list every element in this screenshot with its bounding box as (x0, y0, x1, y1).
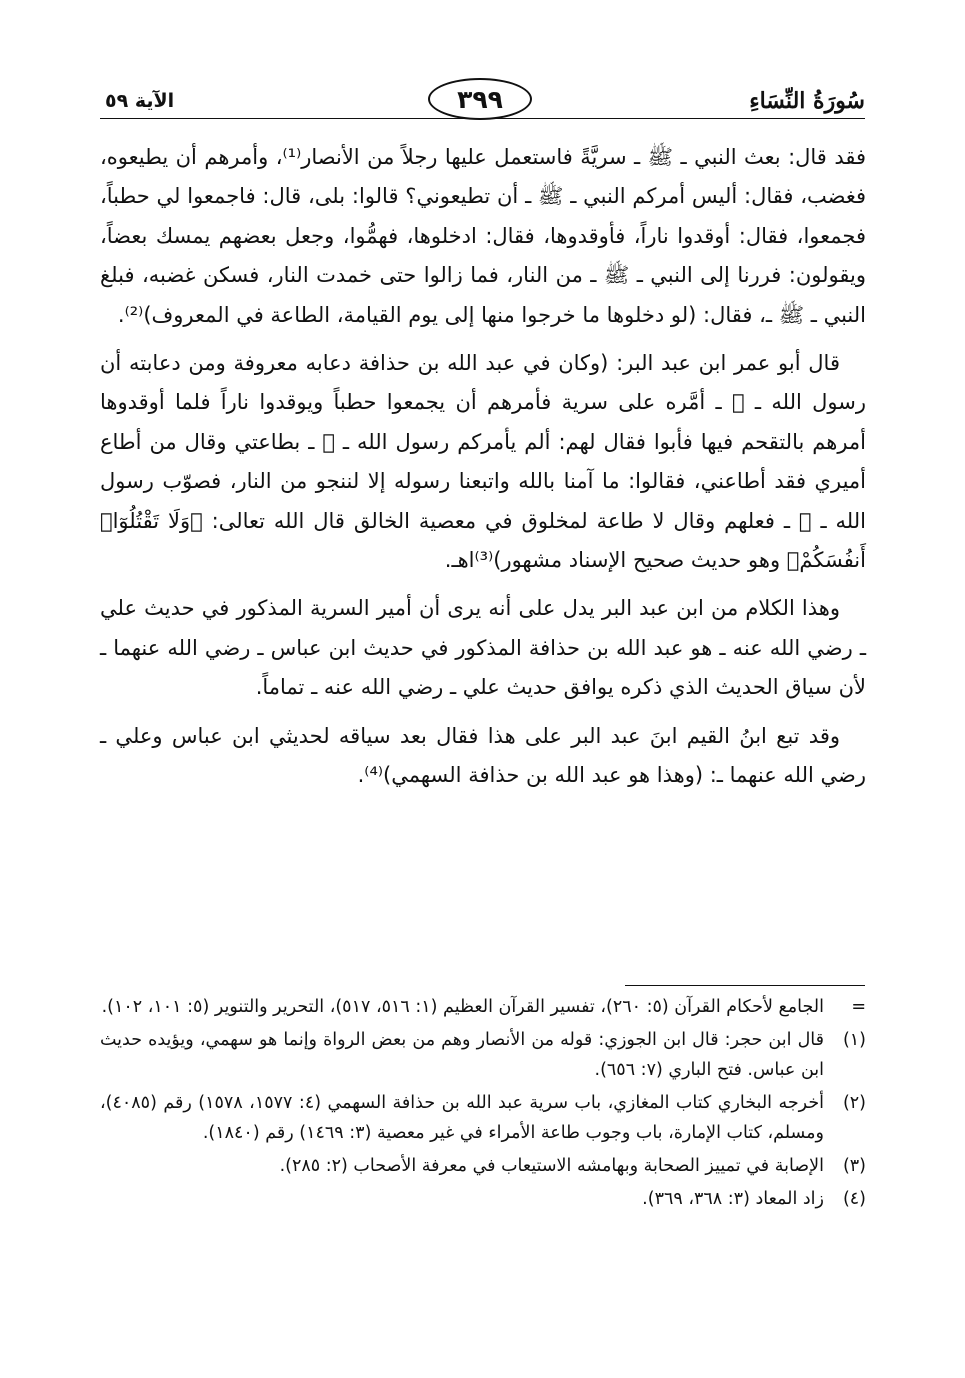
footnote-text: أخرجه البخاري كتاب المغازي، باب سرية عبد الله بن حذافة السهمي (٤: ١٥٧٧، ١٥٧٨) رقم (٤٠٨٥)، ومسلم، كتاب الإمارة، باب وجوب طاعة الأمراء في غير معصية (٣: ١٤٦٩) رقم (١٨٤٠). (100, 1092, 825, 1144)
footnote-divider (625, 985, 865, 986)
footnote-text: قال ابن حجر: قال ابن الجوزي: قوله من الأنصار وهم من بعض الرواة وإنما هو سهمي، ويؤيده حديث ابن عباس. فتح الباري (٧: ٦٥٦). (100, 1029, 824, 1081)
footnote-text: الإصابة في تمييز الصحابة وبهامشه الاستيعاب في معرفة الأصحاب (٢: ٢٨٥). (279, 1155, 824, 1176)
footnote-mark: (٢) (842, 1092, 866, 1113)
footnote-text: زاد المعاد (٣: ٣٦٨، ٣٦٩). (642, 1188, 824, 1209)
paragraph-2: قال أبو عمر ابن عبد البر: (وكان في عبد الله بن حذافة دعابه معروفة ومن دعابته أن رسول الله ـ ﷺ ـ أمَّره على سرية فأمرهم أن يجمعوا حطباً ويوقدوا ناراً فلما أوقدوها أمرهم بالتقحم فيها فأبوا فقال لهم: ألم يأمركم رسول الله ـ ﷺ ـ بطاعتي وقال من أطاع أميري فقد أطاعني، فقالوا: ما آمنا بالله واتبعنا رسوله إلا لننجو من النار، فصوّب رسول الله ـ ﷺ ـ فعلهم وقال لا طاعة لمخلوق في معصية الخالق قال الله تعالى: ﴿وَلَا تَقْتُلُوٓا۟ أَنفُسَكُمْ﴾ وهو حديث صحيح الإسناد مشهور)⁽³⁾اهـ. (100, 351, 866, 573)
main-text (100, 138, 866, 796)
footnote-1 (100, 1025, 866, 1086)
footnotes (100, 992, 866, 1216)
sura-title: سُورَةُ النِّسَاءِ (749, 88, 865, 114)
footnote-4 (100, 1184, 866, 1215)
footnote-mark: (١) (842, 1029, 866, 1050)
footnote-continued (100, 992, 866, 1023)
paragraph-3: وهذا الكلام من ابن عبد البر يدل على أنه يرى أن أمير السرية المذكور في حديث علي ـ رضي الله عنه ـ هو عبد الله بن حذافة المذكور في حديث ابن عباس ـ رضي الله عنهما ـ لأن سياق الحديث الذي ذكره يوافق حديث علي ـ رضي الله عنه ـ تماماً. (100, 596, 866, 700)
ayah-label: الآية ٥٩ (105, 90, 175, 112)
page-number-badge: ٣٩٩ (428, 78, 532, 120)
paragraph-1: فقد قال: بعث النبي ـ ﷺ ـ سريَّةً فاستعمل عليها رجلاً من الأنصار⁽¹⁾، وأمرهم أن يطيعوه، فغضب، فقال: أليس أمركم النبي ـ ﷺ ـ أن تطيعوني؟ قالوا: بلى، قال: فاجمعوا لي حطباً، فجمعوا، فقال: أوقدوا ناراً، فأوقدوها، فقال: ادخلوها، فهمُّوا، وجعل بعضهم يمسك بعضاً، ويقولون: فررنا إلى النبي ـ ﷺ ـ من النار، فما زالوا حتى خمدت النار، فسكن غضبه، فبلغ النبي ـ ﷺ ـ، فقال: (لو دخلوها ما خرجوا منها إلى يوم القيامة، الطاعة في المعروف)⁽²⁾. (100, 145, 867, 327)
footnote-mark: (٤) (842, 1188, 866, 1209)
footnote-3 (100, 1151, 866, 1182)
header-divider (100, 118, 865, 119)
footnote-mark: = (851, 997, 866, 1017)
footnote-2 (100, 1088, 866, 1149)
footnote-text: الجامع لأحكام القرآن (٥: ٢٦٠)، تفسير القرآن العظيم (١: ٥١٦، ٥١٧)، التحرير والتنوير (٥: ١٠١، ١٠٢). (101, 997, 824, 1017)
footnote-mark: (٣) (842, 1155, 866, 1176)
paragraph-4: وقد تبع ابنُ القيم ابنَ عبد البر على هذا فقال بعد سياقه لحديثي ابن عباس وعلي ـ رضي الله عنهما ـ: (وهذا هو عبد الله بن حذافة السهمي)⁽⁴⁾. (100, 723, 866, 788)
